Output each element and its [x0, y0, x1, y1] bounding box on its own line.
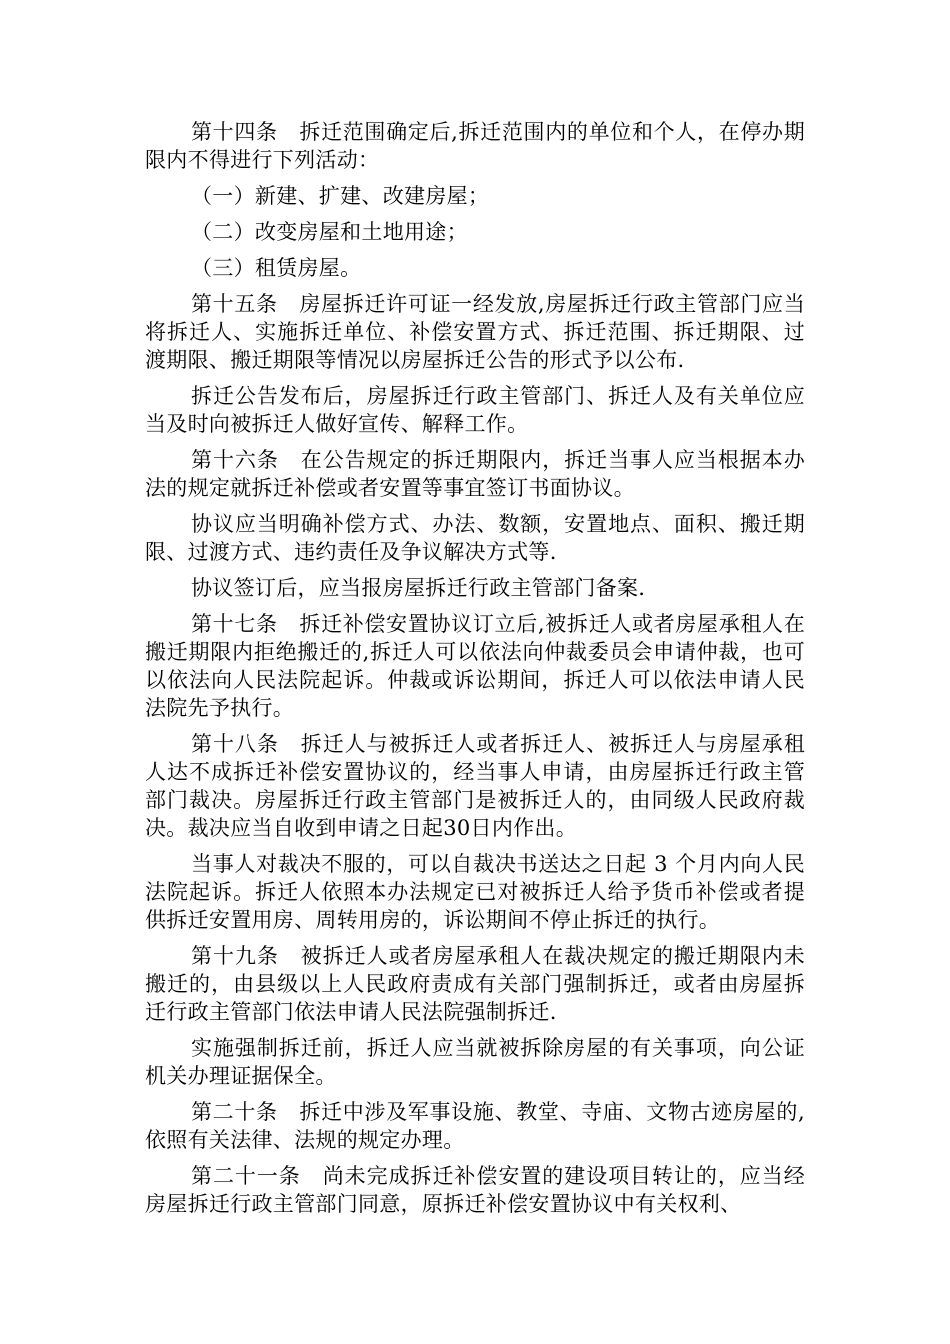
list-item-1: （一）新建、扩建、改建房屋；	[191, 184, 490, 208]
lawsuit-paragraph: 当事人对裁决不服的，可以自裁决书送达之日起 3 个月内向人民法院起诉。拆迁人依照本办法规定已对被拆迁人给予货币补偿或者提供拆迁安置用房、周转用房的，诉讼期间不停止拆迁的执行。	[145, 852, 805, 932]
article-15-paragraph: 第十五条 房屋拆迁许可证一经发放,房屋拆迁行政主管部门应当将拆迁人、实施拆迁单位、补偿安置方式、拆迁范围、拆迁期限、过渡期限、搬迁期限等情况以房屋拆迁公告的形式予以公布.	[145, 292, 805, 372]
article-17-paragraph: 第十七条 拆迁补偿安置协议订立后,被拆迁人或者房屋承租人在搬迁期限内拒绝搬迁的,拆迁人可以依法向仲裁委员会申请仲裁，也可以依法向人民法院起诉。仲裁或诉讼期间，拆迁人可以依法申请人民法院先予执行。	[145, 612, 805, 720]
article-21-paragraph: 第二十一条 尚未完成拆迁补偿安置的建设项目转让的，应当经房屋拆迁行政主管部门同意，原拆迁补偿安置协议中有关权利、	[145, 1164, 805, 1216]
article-20-paragraph: 第二十条 拆迁中涉及军事设施、教堂、寺庙、文物古迹房屋的,依照有关法律、法规的规定办理。	[145, 1100, 805, 1152]
article-19-paragraph: 第十九条 被拆迁人或者房屋承租人在裁决规定的搬迁期限内未搬迁的，由县级以上人民政府责成有关部门强制拆迁，或者由房屋拆迁行政主管部门依法申请人民法院强制拆迁.	[145, 944, 805, 1024]
evidence-preservation-paragraph: 实施强制拆迁前，拆迁人应当就被拆除房屋的有关事项，向公证机关办理证据保全。	[145, 1036, 805, 1088]
announcement-paragraph: 拆迁公告发布后，房屋拆迁行政主管部门、拆迁人及有关单位应当及时向被拆迁人做好宣传、解释工作。	[145, 384, 805, 436]
list-item-2: （二）改变房屋和土地用途；	[191, 220, 468, 244]
agreement-terms-paragraph: 协议应当明确补偿方式、办法、数额，安置地点、面积、搬迁期限、过渡方式、违约责任及争议解决方式等.	[145, 512, 805, 564]
agreement-filing-paragraph: 协议签订后，应当报房屋拆迁行政主管部门备案.	[191, 576, 646, 600]
article-16-paragraph: 第十六条 在公告规定的拆迁期限内，拆迁当事人应当根据本办法的规定就拆迁补偿或者安置等事宜签订书面协议。	[145, 448, 805, 500]
article-18-paragraph: 第十八条 拆迁人与被拆迁人或者拆迁人、被拆迁人与房屋承租人达不成拆迁补偿安置协议的，经当事人申请，由房屋拆迁行政主管部门裁决。房屋拆迁行政主管部门是被拆迁人的，由同级人民政府裁决。裁决应当自收到申请之日起30日内作出。	[145, 732, 805, 840]
list-item-3: （三）租赁房屋。	[191, 256, 362, 280]
document-page	[145, 118, 805, 1226]
article-14-paragraph: 第十四条 拆迁范围确定后,拆迁范围内的单位和个人，在停办期限内不得进行下列活动：	[145, 120, 805, 172]
